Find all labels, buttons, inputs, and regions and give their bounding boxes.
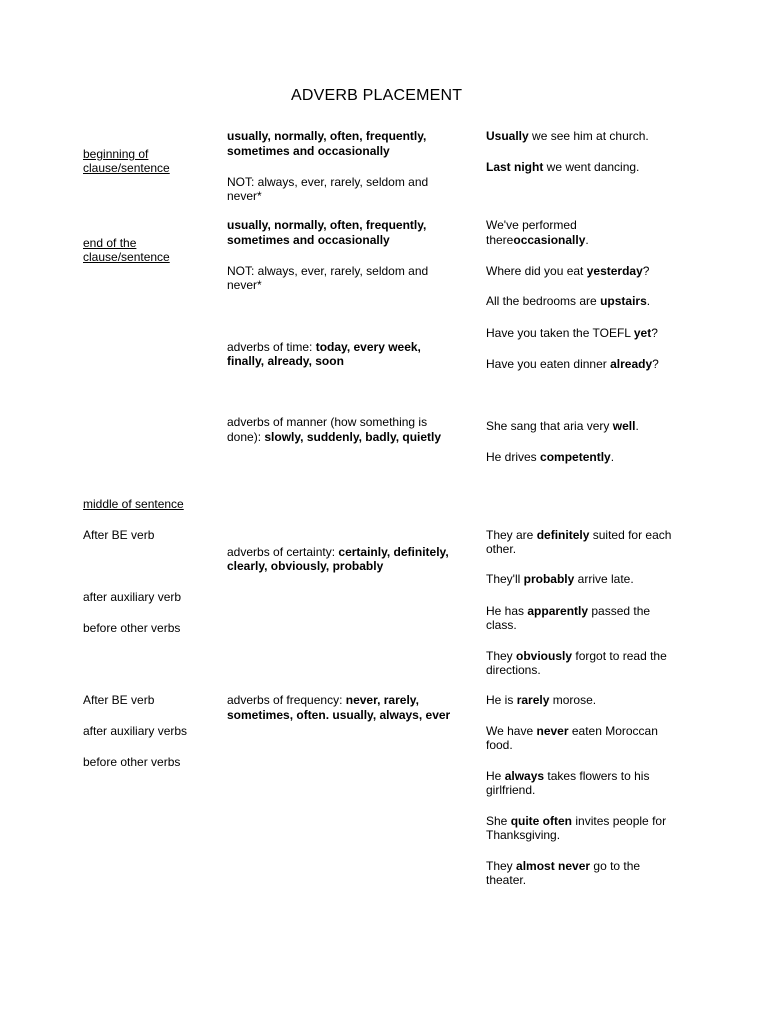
example-text: go to the	[590, 859, 641, 873]
example-adverb: almost never	[516, 859, 591, 873]
position-label: middle of sentence	[83, 497, 184, 511]
example-text: .	[646, 294, 651, 308]
example-text: .	[635, 419, 639, 433]
example-sentence: Thanksgiving.	[486, 828, 561, 842]
example-sentence: food.	[486, 738, 513, 752]
category-label: adverbs of frequency:	[227, 693, 346, 707]
example-text: Have you eaten dinner	[486, 357, 611, 371]
position-label: before other verbs	[83, 755, 181, 769]
adverb-category	[227, 340, 421, 354]
example-sentence	[486, 724, 658, 738]
page-title: ADVERB PLACEMENT	[291, 87, 463, 104]
example-sentence	[486, 604, 650, 618]
example-sentence	[486, 528, 671, 542]
position-label: after auxiliary verbs	[83, 724, 188, 738]
example-adverb: always	[504, 769, 545, 783]
example-text: takes flowers to his	[544, 769, 650, 783]
example-text: All the bedrooms are	[486, 294, 601, 308]
example-sentence	[486, 233, 589, 247]
example-adverb: apparently	[527, 604, 589, 618]
example-sentence	[486, 859, 640, 873]
category-adverbs: sometimes, often. usually, always, ever	[227, 708, 451, 722]
example-sentence	[486, 572, 634, 586]
example-text: She	[486, 814, 511, 828]
example-sentence	[486, 326, 658, 340]
category-adverbs: never, rarely,	[345, 693, 419, 707]
example-adverb: yet	[633, 326, 652, 340]
example-text: They	[486, 859, 517, 873]
example-adverb: probably	[523, 572, 575, 586]
position-label: After BE verb	[83, 693, 155, 707]
example-sentence	[486, 294, 650, 308]
position-label: clause/sentence	[83, 250, 170, 264]
example-text: He	[486, 769, 505, 783]
example-sentence	[486, 419, 639, 433]
example-adverb: yesterday	[586, 264, 643, 278]
example-text: ?	[651, 326, 658, 340]
position-label: beginning of	[83, 147, 149, 161]
example-text: we went dancing.	[543, 160, 640, 174]
example-text: passed the	[588, 604, 651, 618]
example-text: invites people for	[572, 814, 667, 828]
example-sentence: theater.	[486, 873, 527, 887]
category-adverbs: finally, already, soon	[227, 354, 344, 368]
position-label: end of the	[83, 236, 137, 250]
example-text: there	[486, 233, 514, 247]
adverb-category: adverbs of manner (how something is	[227, 415, 428, 429]
example-sentence	[486, 129, 649, 143]
example-sentence: class.	[486, 618, 517, 632]
example-sentence: We've performed	[486, 218, 577, 232]
exclusion-note: NOT: always, ever, rarely, seldom and	[227, 175, 429, 189]
example-text: we see him at church.	[528, 129, 649, 143]
position-label: After BE verb	[83, 528, 155, 542]
position-label: before other verbs	[83, 621, 181, 635]
example-text: She sang that aria very	[486, 419, 613, 433]
category-adverbs: certainly, definitely,	[338, 545, 449, 559]
adverb-list: usually, normally, often, frequently,	[227, 218, 427, 232]
example-adverb: Usually	[486, 129, 529, 143]
example-sentence	[486, 814, 666, 828]
category-adverbs: slowly, suddenly, badly, quietly	[264, 430, 442, 444]
example-adverb: upstairs	[600, 294, 647, 308]
example-adverb: obviously	[516, 649, 573, 663]
example-adverb: already	[610, 357, 653, 371]
example-text: forgot to read the	[572, 649, 667, 663]
example-adverb: Last night	[486, 160, 544, 174]
example-text: .	[610, 450, 615, 464]
exclusion-note: NOT: always, ever, rarely, seldom and	[227, 264, 429, 278]
category-label: adverbs of certainty:	[227, 545, 339, 559]
example-text: He drives	[486, 450, 541, 464]
exclusion-note: never*	[227, 189, 262, 203]
example-text: Have you taken the TOEFL	[486, 326, 634, 340]
example-adverb: well	[612, 419, 636, 433]
position-label: clause/sentence	[83, 161, 170, 175]
category-label: done):	[227, 430, 265, 444]
example-text: They are	[486, 528, 537, 542]
example-text: He is	[486, 693, 517, 707]
example-text: Where did you eat	[486, 264, 587, 278]
example-text: eaten Moroccan	[568, 724, 658, 738]
example-text: He has	[486, 604, 528, 618]
example-sentence	[486, 450, 614, 464]
adverb-category	[227, 693, 419, 707]
example-sentence	[486, 769, 649, 783]
example-adverb: rarely	[516, 693, 550, 707]
adverb-category	[227, 545, 449, 559]
category-label: adverbs of time:	[227, 340, 316, 354]
example-text: suited for each	[589, 528, 672, 542]
example-sentence	[486, 264, 649, 278]
example-sentence: girlfriend.	[486, 783, 536, 797]
example-sentence: directions.	[486, 663, 541, 677]
example-adverb: occasionally	[513, 233, 586, 247]
example-text: They'll	[486, 572, 524, 586]
adverb-list: usually, normally, often, frequently,	[227, 129, 427, 143]
position-label: after auxiliary verb	[83, 590, 182, 604]
example-text: morose.	[549, 693, 597, 707]
adverb-list: sometimes and occasionally	[227, 144, 390, 158]
example-sentence	[486, 357, 659, 371]
category-adverbs: today, every week,	[315, 340, 421, 354]
category-adverbs: clearly, obviously, probably	[227, 559, 384, 573]
example-sentence: other.	[486, 542, 517, 556]
adverb-category	[227, 430, 441, 444]
example-text: ?	[642, 264, 650, 278]
example-adverb: definitely	[536, 528, 590, 542]
example-text: .	[585, 233, 589, 247]
example-text: They	[486, 649, 517, 663]
example-text: We have	[486, 724, 537, 738]
example-adverb: never	[536, 724, 569, 738]
adverb-list: sometimes and occasionally	[227, 233, 390, 247]
example-text: ?	[652, 357, 659, 371]
example-adverb: quite often	[510, 814, 573, 828]
example-sentence	[486, 693, 596, 707]
example-sentence	[486, 160, 639, 174]
example-adverb: competently	[540, 450, 611, 464]
exclusion-note: never*	[227, 278, 262, 292]
example-text: arrive late.	[574, 572, 634, 586]
example-sentence	[486, 649, 667, 663]
